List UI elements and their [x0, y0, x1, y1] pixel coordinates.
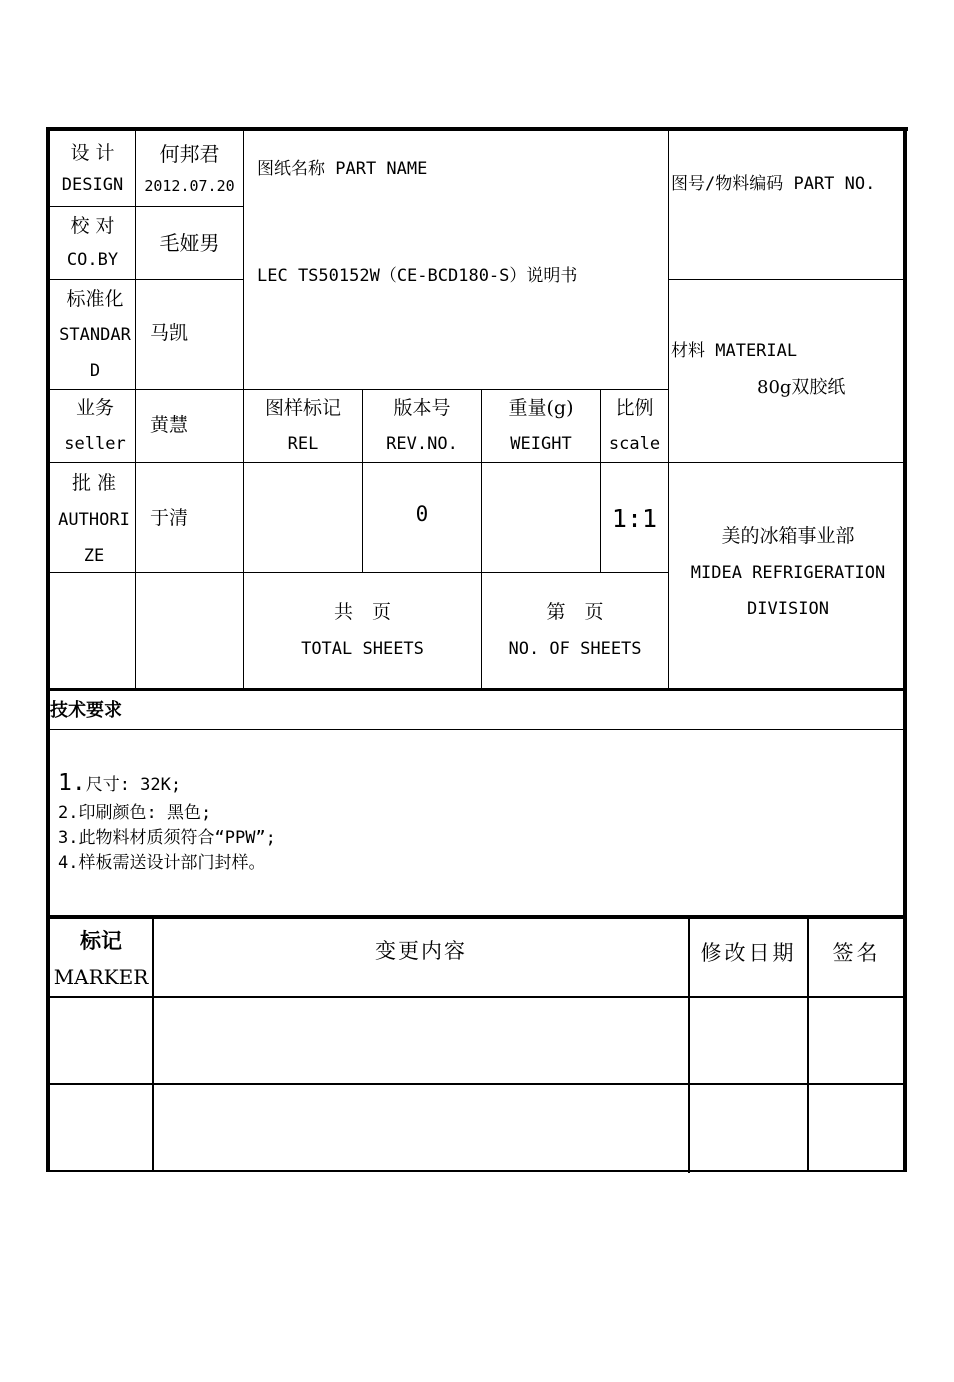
approver-name: 于清: [150, 507, 189, 529]
list-item: 2.印刷颜色: 黑色;: [58, 803, 212, 823]
checker-name: 毛娅男: [159, 231, 220, 255]
seller-name: 黄慧: [150, 414, 189, 436]
seller-label: 业务 seller: [64, 397, 126, 454]
material-label: 材料 MATERIAL: [671, 341, 798, 361]
list-item: 1.尺寸: 32K;: [58, 770, 182, 796]
design-label: 设 计 DESIGN: [61, 142, 124, 195]
company-block: [669, 510, 907, 634]
scale-value: 1:1: [611, 504, 658, 533]
company-name-en-2: DIVISION: [747, 598, 829, 619]
rev-header: 版本号 REV.NO.: [386, 397, 458, 454]
weight-value: [482, 463, 600, 572]
frame-bottom: [46, 1170, 907, 1172]
sheet-number: 第 页 NO. OF SHEETS: [508, 601, 642, 659]
standard-name: 马凯: [150, 322, 189, 344]
list-item: 4.样板需送设计部门封样。: [58, 853, 266, 873]
scale-header: 比例 scale: [608, 397, 661, 454]
weight-header: 重量(g) WEIGHT: [508, 397, 574, 454]
table-row: [50, 1085, 904, 1170]
designer-name: 何邦君: [159, 142, 220, 166]
rev-value: 0: [415, 502, 429, 526]
rel-header: 图样标记 REL: [264, 397, 341, 454]
modify-date-header: 修改日期: [700, 941, 797, 965]
company-name-cn: 美的冰箱事业部: [721, 524, 855, 547]
tech-requirements-heading: 技术要求: [50, 700, 122, 721]
check-label: 校 对 CO.BY: [66, 215, 119, 270]
approve-label: 批 准 AUTHORI ZE: [58, 471, 130, 566]
designer: [136, 132, 243, 206]
part-name-label: 图纸名称 PART NAME: [257, 159, 428, 179]
list-item: 3.此物料材质须符合“PPW”;: [58, 828, 276, 848]
change-content-header: 变更内容: [375, 939, 467, 963]
standard-label: 标准化 STANDAR D: [59, 287, 131, 381]
signature-header: 签名: [832, 941, 881, 965]
frame-top: [46, 127, 908, 131]
part-name-value: LEC TS50152W（CE-BCD180-S）说明书: [257, 266, 578, 286]
total-sheets: 共 页 TOTAL SHEETS: [301, 601, 424, 659]
rel-value: [244, 463, 362, 572]
tech-requirements-list: [58, 770, 276, 873]
part-no-label: 图号/物料编码 PART NO.: [671, 174, 876, 194]
marker-header: 标记 MARKER: [53, 928, 149, 989]
table-row: [50, 998, 904, 1083]
company-name-en-1: MIDEA REFRIGERATION: [690, 562, 886, 583]
material-value: 80g双胶纸: [757, 377, 846, 398]
design-date: 2012.07.20: [144, 177, 235, 195]
